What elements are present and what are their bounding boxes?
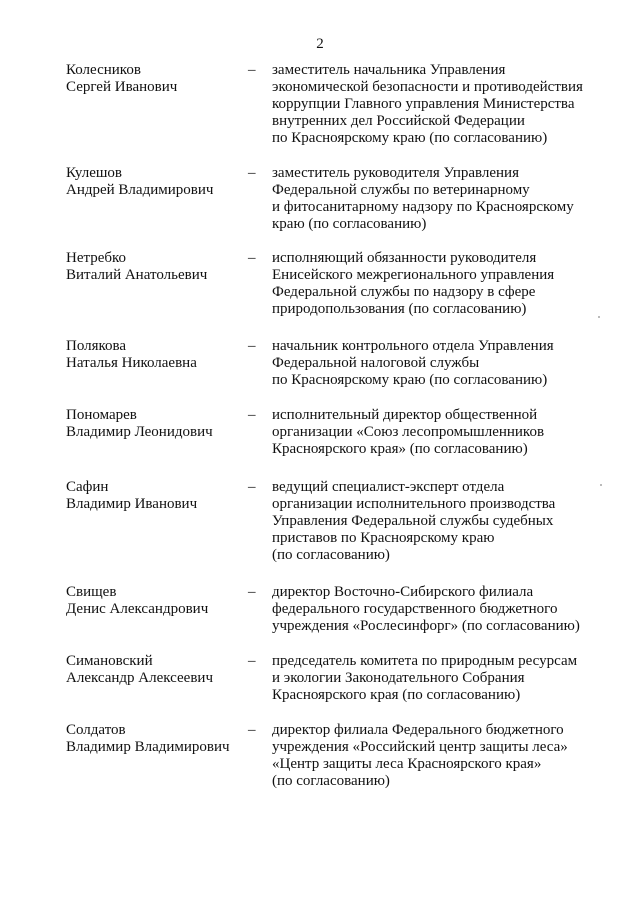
dash-separator: – — [248, 653, 256, 669]
position-line: (по согласованию) — [272, 773, 390, 789]
member-position — [272, 165, 602, 233]
member-given-name: Владимир Владимирович — [66, 739, 230, 755]
member-name — [66, 722, 236, 756]
dash-separator: – — [248, 722, 256, 738]
scan-speck — [600, 484, 602, 486]
position-line: заместитель начальника Управления — [272, 62, 506, 78]
position-line: экономической безопасности и противодействия — [272, 79, 583, 95]
position-line: и фитосанитарному надзору по Красноярскому — [272, 199, 574, 215]
member-position — [272, 479, 602, 564]
list-item — [0, 165, 640, 237]
position-line: ведущий специалист-эксперт отдела — [272, 479, 505, 495]
list-item — [0, 584, 640, 638]
member-given-name: Владимир Леонидович — [66, 424, 213, 440]
member-surname: Симановский — [66, 653, 153, 669]
scan-speck — [598, 316, 600, 318]
member-given-name: Александр Алексеевич — [66, 670, 213, 686]
position-line: исполняющий обязанности руководителя — [272, 250, 537, 266]
member-surname: Свищев — [66, 584, 117, 600]
list-item — [0, 722, 640, 794]
list-item — [0, 338, 640, 392]
dash-separator: – — [248, 407, 256, 423]
position-line: директор филиала Федерального бюджетного — [272, 722, 564, 738]
member-name — [66, 62, 236, 96]
dash-separator: – — [248, 250, 256, 266]
dash-separator: – — [248, 338, 256, 354]
position-line: (по согласованию) — [272, 547, 390, 563]
dash-separator: – — [248, 165, 256, 181]
dash-separator: – — [248, 62, 256, 78]
member-given-name: Денис Александрович — [66, 601, 209, 617]
member-name — [66, 338, 236, 372]
member-position — [272, 62, 602, 147]
member-given-name: Наталья Николаевна — [66, 355, 197, 371]
member-given-name: Владимир Иванович — [66, 496, 198, 512]
member-name — [66, 165, 236, 199]
list-item — [0, 250, 640, 322]
member-given-name: Виталий Анатольевич — [66, 267, 208, 283]
position-line: Красноярского края (по согласованию) — [272, 687, 521, 703]
member-position — [272, 653, 602, 704]
position-line: исполнительный директор общественной — [272, 407, 538, 423]
page-number: 2 — [316, 36, 324, 52]
list-item — [0, 653, 640, 707]
member-name — [66, 584, 236, 618]
position-line: «Центр защиты леса Красноярского края» — [272, 756, 542, 772]
position-line: Енисейского межрегионального управления — [272, 267, 555, 283]
position-line: федерального государственного бюджетного — [272, 601, 558, 617]
member-position — [272, 722, 602, 790]
position-line: приставов по Красноярскому краю — [272, 530, 495, 546]
member-name — [66, 407, 236, 441]
dash-separator: – — [248, 479, 256, 495]
member-surname: Полякова — [66, 338, 127, 354]
member-surname: Солдатов — [66, 722, 126, 738]
position-line: краю (по согласованию) — [272, 216, 427, 232]
position-line: Красноярского края» (по согласованию) — [272, 441, 528, 457]
position-line: Управления Федеральной службы судебных — [272, 513, 554, 529]
member-name — [66, 653, 236, 687]
member-surname: Колесников — [66, 62, 141, 78]
member-position — [272, 338, 602, 389]
member-surname: Нетребко — [66, 250, 127, 266]
member-name — [66, 250, 236, 284]
member-position — [272, 584, 602, 635]
position-line: по Красноярскому краю (по согласованию) — [272, 372, 548, 388]
member-position — [272, 250, 602, 318]
member-given-name: Сергей Иванович — [66, 79, 178, 95]
position-line: коррупции Главного управления Министерства — [272, 96, 575, 112]
position-line: Федеральной службы по надзору в сфере — [272, 284, 536, 300]
position-line: учреждения «Российский центр защиты леса» — [272, 739, 568, 755]
list-item — [0, 407, 640, 461]
position-line: Федеральной службы по ветеринарному — [272, 182, 530, 198]
position-line: природопользования (по согласованию) — [272, 301, 527, 317]
list-item — [0, 62, 640, 152]
member-surname: Сафин — [66, 479, 109, 495]
position-line: учреждения «Рослесинфорг» (по согласованию) — [272, 618, 580, 634]
position-line: организации исполнительного производства — [272, 496, 556, 512]
position-line: и экологии Законодательного Собрания — [272, 670, 525, 686]
member-surname: Кулешов — [66, 165, 122, 181]
position-line: заместитель руководителя Управления — [272, 165, 519, 181]
position-line: внутренних дел Российской Федерации — [272, 113, 525, 129]
position-line: директор Восточно-Сибирского филиала — [272, 584, 534, 600]
member-position — [272, 407, 602, 458]
position-line: Федеральной налоговой службы — [272, 355, 480, 371]
list-item — [0, 479, 640, 569]
member-given-name: Андрей Владимирович — [66, 182, 214, 198]
position-line: организации «Союз лесопромышленников — [272, 424, 545, 440]
member-name — [66, 479, 236, 513]
position-line: председатель комитета по природным ресурсам — [272, 653, 578, 669]
position-line: по Красноярскому краю (по согласованию) — [272, 130, 548, 146]
dash-separator: – — [248, 584, 256, 600]
position-line: начальник контрольного отдела Управления — [272, 338, 554, 354]
member-surname: Пономарев — [66, 407, 137, 423]
